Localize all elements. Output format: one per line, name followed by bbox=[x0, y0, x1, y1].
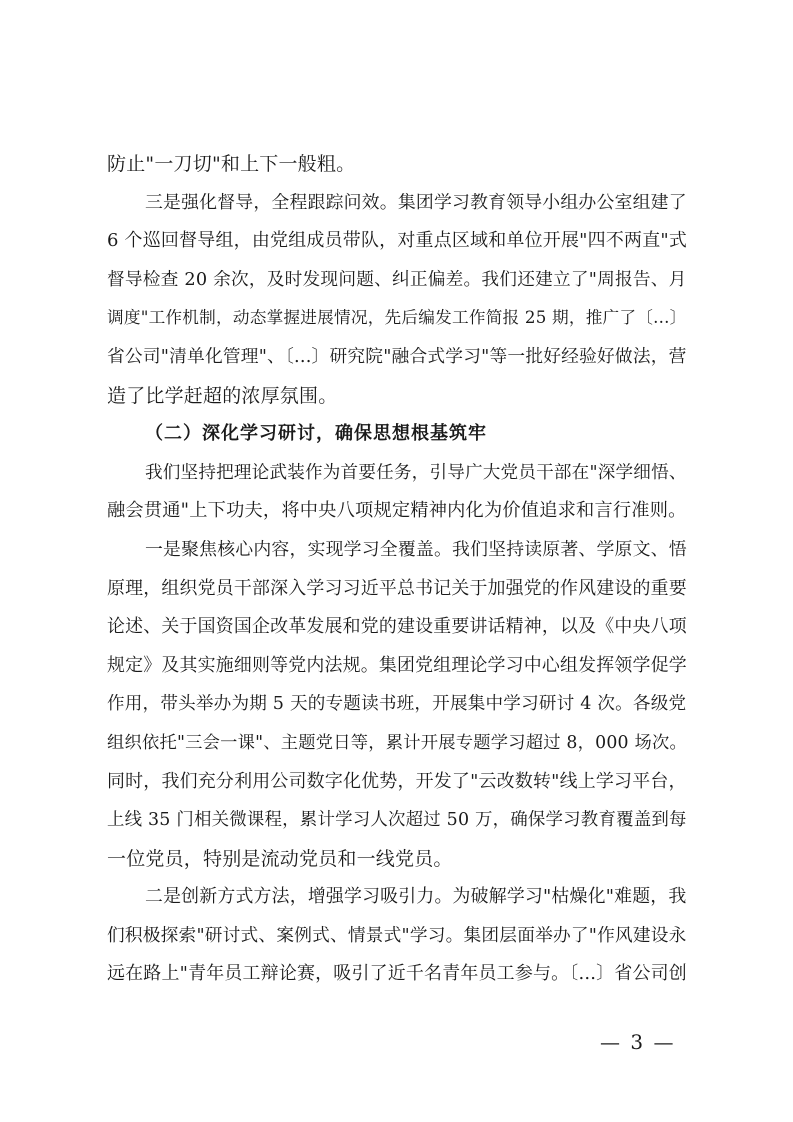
text-line: 规定》及其实施细则等党内法规。集团党组理论学习中心组发挥领学促学 bbox=[107, 654, 687, 676]
text-line: 我们坚持把理论武装作为首要任务，引导广大党员干部在"深学细悟、 bbox=[145, 462, 687, 483]
body-text bbox=[107, 145, 693, 994]
text-line: 二是创新方式方法，增强学习吸引力。为破解学习"枯燥化"难题，我 bbox=[145, 886, 687, 908]
section-heading: （二）深化学习研讨，确保思想根基筑牢 bbox=[145, 423, 487, 445]
text-line: 防止"一刀切"和上下一般粗。 bbox=[107, 153, 356, 175]
text-line: 上线 35 门相关微课程，累计学习人次超过 50 万，确保学习教育覆盖到每 bbox=[107, 810, 687, 831]
text-line: 省公司"清单化管理"、〔...〕研究院"融合式学习"等一批好经验好做法，营 bbox=[107, 346, 687, 367]
text-line: 论述、关于国资国企改革发展和党的建设重要讲话精神，以及《中央八项 bbox=[107, 616, 687, 638]
text-line: 作用，带头举办为期 5 天的专题读书班，开展集中学习研讨 4 次。各级党 bbox=[107, 694, 687, 715]
text-line: 们积极探索"研讨式、案例式、情景式"学习。集团层面举办了"作风建设永 bbox=[107, 925, 687, 946]
text-line: 三是强化督导，全程跟踪问效。集团学习教育领导小组办公室组建了 bbox=[145, 191, 687, 213]
text-line: 同时，我们充分利用公司数字化优势，开发了"云改数转"线上学习平台， bbox=[107, 770, 687, 792]
page-number: — 3 — bbox=[600, 1030, 676, 1054]
text-line: 调度"工作机制，动态掌握进展情况，先后编发工作简报 25 期，推广了〔...〕 bbox=[107, 308, 687, 328]
text-line: 组织依托"三会一课"、主题党日等，累计开展专题学习超过 8，000 场次。 bbox=[107, 732, 687, 753]
text-line: 6 个巡回督导组，由党组成员带队，对重点区域和单位开展"四不两直"式 bbox=[107, 230, 688, 252]
text-line: 远在路上"青年员工辩论赛，吸引了近千名青年员工参与。〔...〕省公司创 bbox=[107, 963, 687, 985]
text-line: 督导检查 20 余次，及时发现问题、纠正偏差。我们还建立了"周报告、月 bbox=[107, 269, 687, 290]
text-line: 融会贯通"上下功夫，将中央八项规定精神内化为价值追求和言行准则。 bbox=[107, 500, 687, 522]
text-line: 一是聚焦核心内容，实现学习全覆盖。我们坚持读原著、学原文、悟 bbox=[145, 538, 687, 560]
text-line: 一位党员，特别是流动党员和一线党员。 bbox=[107, 847, 453, 870]
text-line: 原理，组织党员干部深入学习习近平总书记关于加强党的作风建设的重要 bbox=[107, 577, 687, 599]
text-line: 造了比学赶超的浓厚氛围。 bbox=[107, 384, 338, 407]
